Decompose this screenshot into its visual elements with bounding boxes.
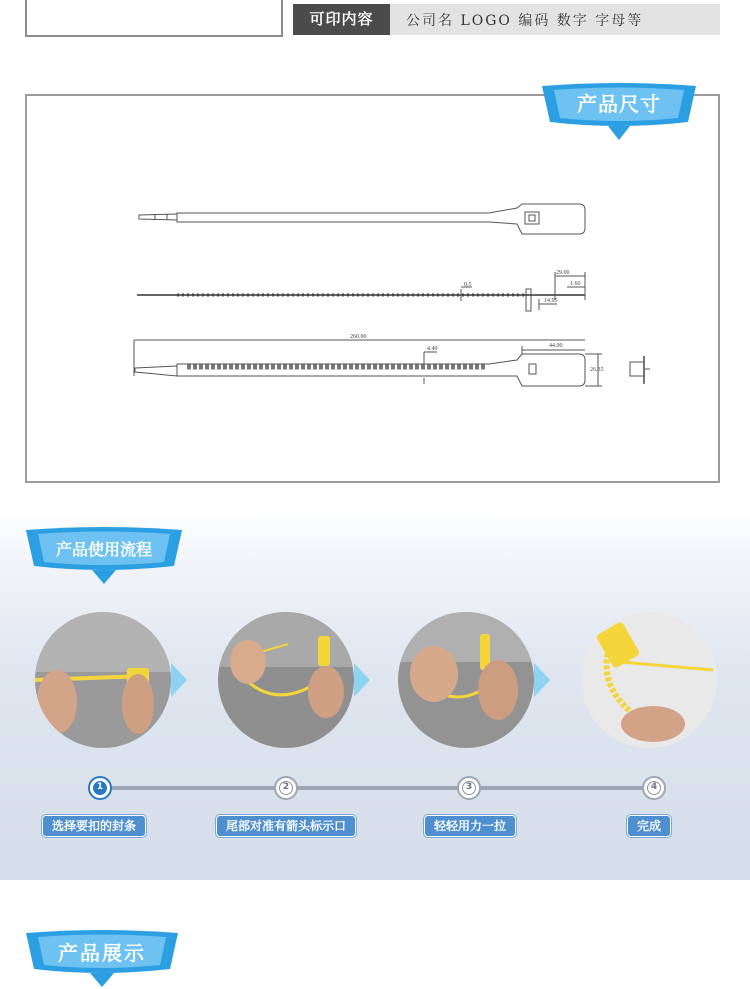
size-section-ribbon xyxy=(540,82,698,142)
dim-label: 44.00 xyxy=(549,343,563,349)
usage-process-section xyxy=(0,508,750,880)
seal-front-view xyxy=(134,340,650,386)
step-1-photo xyxy=(35,612,171,748)
size-drawing-box xyxy=(25,94,720,483)
step-4-label: 完成 xyxy=(627,815,671,837)
top-frame xyxy=(25,0,283,37)
printable-content-value: 公司名 LOGO 编码 数字 字母等 xyxy=(406,12,644,29)
dim-label: 4.40 xyxy=(427,346,438,352)
step-3-label: 轻轻用力一拉 xyxy=(424,815,516,837)
dim-label: 29.00 xyxy=(556,270,570,276)
technical-drawing xyxy=(27,96,718,481)
dim-label: 0.5 xyxy=(464,282,472,288)
step-2-photo xyxy=(218,612,354,748)
step-arrow-icon xyxy=(171,663,187,697)
seal-side-view xyxy=(137,272,585,311)
dim-label: 260.00 xyxy=(350,334,367,340)
step-2-marker: 2 xyxy=(274,776,298,800)
dim-label: 1.60 xyxy=(570,281,581,287)
step-3-marker: 3 xyxy=(457,776,481,800)
size-section-title: 产品尺寸 xyxy=(577,92,661,116)
seal-top-view xyxy=(139,204,585,234)
step-arrow-icon xyxy=(354,663,370,697)
step-3-photo xyxy=(398,612,534,748)
printable-content-label: 可印内容 xyxy=(293,4,390,35)
step-2-label: 尾部对准有箭头标示口 xyxy=(216,815,356,837)
step-4-marker: 4 xyxy=(642,776,666,800)
dim-label: 26.35 xyxy=(590,367,604,373)
step-1-label: 选择要扣的封条 xyxy=(42,815,146,837)
step-4-photo xyxy=(581,612,717,748)
step-1-marker: 1 xyxy=(88,776,112,800)
process-section-title: 产品使用流程 xyxy=(55,540,152,559)
step-arrow-icon xyxy=(534,663,550,697)
progress-timeline xyxy=(100,786,655,790)
process-section-ribbon xyxy=(24,526,184,586)
dim-label: 14.95 xyxy=(544,298,558,304)
display-section-ribbon xyxy=(24,929,180,989)
printable-content-row xyxy=(293,4,720,35)
display-section-title: 产品展示 xyxy=(58,941,146,965)
